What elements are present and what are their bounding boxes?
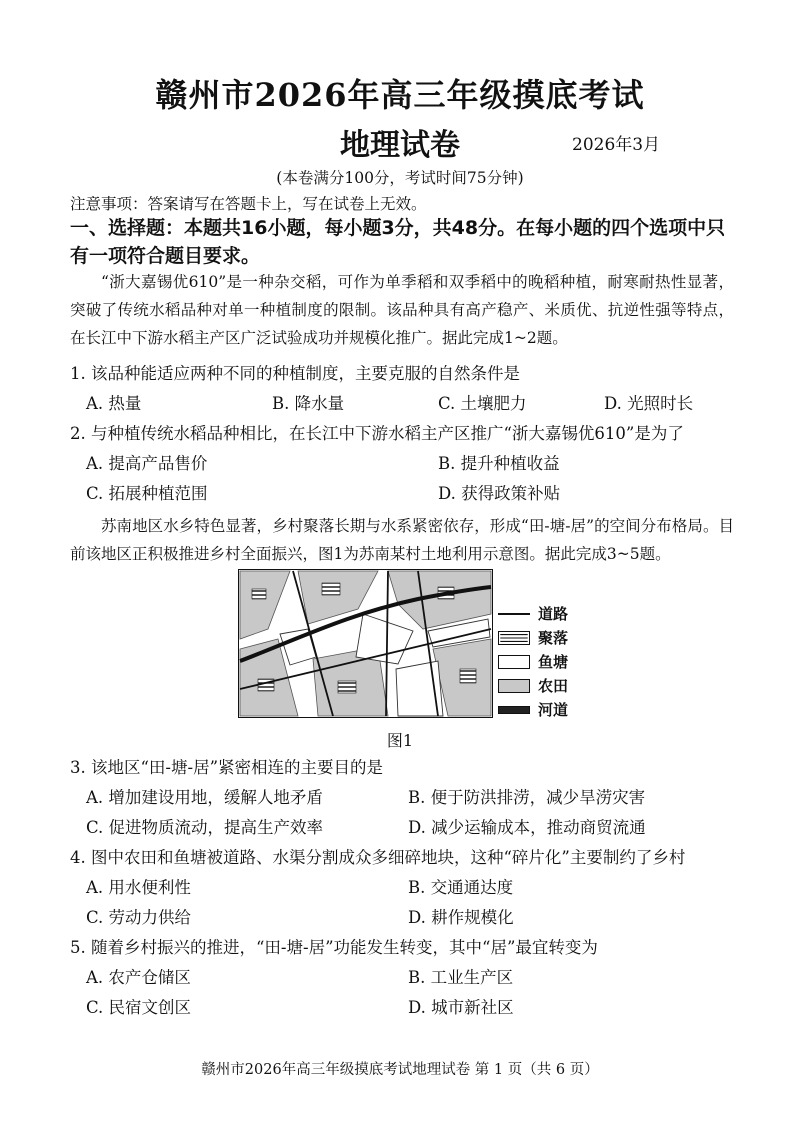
q2-option-b: B. 提升种植收益 <box>438 454 560 473</box>
q4-option-a: A. 用水便利性 <box>86 878 191 897</box>
farmland-symbol <box>498 679 530 693</box>
land-use-map <box>238 569 493 718</box>
q4-option-d: D. 耕作规模化 <box>408 908 514 927</box>
q2-option-a: A. 提高产品售价 <box>86 454 208 473</box>
settlement <box>338 681 356 693</box>
q1-option-c: C. 土壤肥力 <box>438 394 527 413</box>
passage-2: 苏南地区水乡特色显著，乡村聚落长期与水系紧密依存，形成“田-塘-居”的空间分布格局。目前该地区正积极推进乡村全面振兴，图1为苏南某村土地利用示意图。据此完成3~5题。 <box>70 517 734 563</box>
exam-subtitle: 地理试卷 <box>340 128 460 163</box>
exam-page: 赣州市2026年高三年级摸底考试 地理试卷 2026年3月 (本卷满分100分，考试时间75分钟) 注意事项：答案请写在答题卡上，写在试卷上无效。 一、选择题：本题共16小题，每小题3分，共48分。在每小题的四个选项中只有一项符合题目要求。 “浙大嘉锡优610”是一种杂交稻，可作为单季稻和双季稻中的晚稻种植，耐寒耐热性显著，突破了传统水稻品种对单一种植制度的限制。该品种具有高产稳产、米质优、抗逆性强等特点，在长江中下游水稻主产区广泛试验成功并规模化推广。据此完成1~2题。 1. 该品种能适应两种不同的种植制度，主要克服的自然条件是 A. 热量 B. 降水量 C. 土壤肥力 D. 光照时长 2. 与种植传统水稻品种相比，在长江中下游水稻主产区推广“浙大嘉锡优610”是为了 A. 提高产品售价 B. 提升种植收益 C. 拓展种植范围 D. 获得政策补贴 苏南地区水乡特色显著，乡村聚落长期与水系紧密依存，形成“田-塘-居”的空间分布格局。目前该地区正积极推进乡村全面振兴，图1为苏南某村土地利用示意图。据此完成3~5题。 道路 聚落 鱼塘 农田 河道 图1 3. 该地区“田-塘-居”紧密相连的主要目的是 A. 增加建设用地，缓解人地矛盾 B. 便于防洪排涝，减少旱涝灾害 C. 促进物质流动，提高生产效率 D. 减少运输成本，推动商贸流通 4. 图中农田和鱼塘被道路、水渠分割成众多细碎地块，这种“碎片化”主要制约了乡村 A. 用水便利性 B. 交通通达度 C. 劳动力供给 D. 耕作规模化 5. 随着乡村振兴的推进，“田-塘-居”功能发生转变，其中“居”最宜转变为 A. 农产仓储区 B. 工业生产区 C. 民宿文创区 D. 城市新社区 赣州市2026年高三年级摸底考试地理试卷 第 1 页（共 6 页） <box>0 0 800 1130</box>
q3-option-b: B. 便于防洪排涝，减少旱涝灾害 <box>408 788 646 807</box>
road-symbol <box>498 607 530 621</box>
fish-pond <box>396 661 443 716</box>
question-2-stem: 2. 与种植传统水稻品种相比，在长江中下游水稻主产区推广“浙大嘉锡优610”是为了 <box>70 424 684 443</box>
question-1-stem: 1. 该品种能适应两种不同的种植制度，主要克服的自然条件是 <box>70 364 520 383</box>
settlement-symbol <box>498 631 530 645</box>
q3-option-d: D. 减少运输成本，推动商贸流通 <box>408 818 646 837</box>
settlement <box>460 669 476 683</box>
score-info: (本卷满分100分，考试时间75分钟) <box>276 169 524 187</box>
question-4-stem: 4. 图中农田和鱼塘被道路、水渠分割成众多细碎地块，这种“碎片化”主要制约了乡村 <box>70 848 686 867</box>
q5-option-c: C. 民宿文创区 <box>86 998 192 1017</box>
settlement <box>322 583 340 595</box>
page-footer: 赣州市2026年高三年级摸底考试地理试卷 第 1 页（共 6 页） <box>201 1062 599 1078</box>
q1-option-a: A. 热量 <box>86 394 142 413</box>
passage-1: “浙大嘉锡优610”是一种杂交稻，可作为单季稻和双季稻中的晚稻种植，耐寒耐热性显著，突破了传统水稻品种对单一种植制度的限制。该品种具有高产稳产、米质优、抗逆性强等特点，在长江中下游水稻主产区广泛试验成功并规模化推广。据此完成1~2题。 <box>70 273 734 347</box>
notice: 注意事项：答案请写在答题卡上，写在试卷上无效。 <box>70 195 427 213</box>
section-heading: 一、选择题：本题共16小题，每小题3分，共48分。在每小题的四个选项中只有一项符合题目要求。 <box>70 217 726 267</box>
q5-option-b: B. 工业生产区 <box>408 968 514 987</box>
fish-pond-symbol <box>498 655 530 669</box>
question-3-stem: 3. 该地区“田-塘-居”紧密相连的主要目的是 <box>70 758 384 777</box>
exam-title: 赣州市2026年高三年级摸底考试 <box>155 76 645 114</box>
river-symbol <box>498 706 530 714</box>
q3-option-c: C. 促进物质流动，提高生产效率 <box>86 818 324 837</box>
q2-option-d: D. 获得政策补贴 <box>438 484 561 503</box>
q1-option-b: B. 降水量 <box>272 394 345 413</box>
figure-caption: 图1 <box>386 731 414 750</box>
q1-option-d: D. 光照时长 <box>604 394 694 413</box>
exam-date: 2026年3月 <box>572 135 661 155</box>
q3-option-a: A. 增加建设用地，缓解人地矛盾 <box>86 788 323 807</box>
q4-option-c: C. 劳动力供给 <box>86 908 192 927</box>
q5-option-d: D. 城市新社区 <box>408 998 514 1017</box>
q5-option-a: A. 农产仓储区 <box>86 968 191 987</box>
q2-option-c: C. 拓展种植范围 <box>86 484 208 503</box>
settlement <box>252 589 266 599</box>
question-5-stem: 5. 随着乡村振兴的推进，“田-塘-居”功能发生转变，其中“居”最宜转变为 <box>70 938 598 957</box>
q4-option-b: B. 交通通达度 <box>408 878 514 897</box>
